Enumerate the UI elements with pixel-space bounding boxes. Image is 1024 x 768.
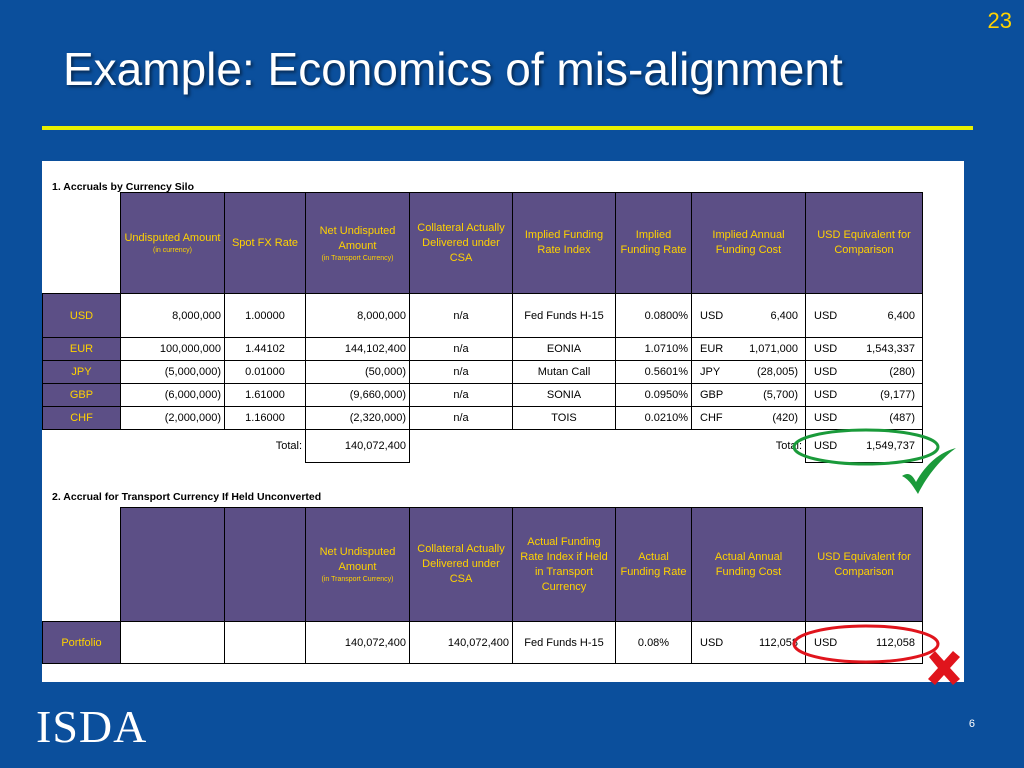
total-label: Total: — [225, 430, 306, 463]
net-undisputed-amount: 140,072,400 — [306, 622, 410, 664]
header-cell: Collateral Actually Delivered under CSA — [410, 193, 513, 294]
funding-rate: 0.0950% — [616, 384, 692, 407]
funding-rate-index: SONIA — [513, 384, 616, 407]
header-cell: Implied Funding Rate — [616, 193, 692, 294]
table-row — [43, 361, 923, 384]
header-cell — [121, 508, 225, 622]
usd-equivalent: USD (280) — [806, 361, 923, 384]
header-cell: Implied Funding Rate Index — [513, 193, 616, 294]
collateral-delivered: n/a — [410, 361, 513, 384]
slide-number: 23 — [987, 8, 1012, 33]
corner-cell — [43, 193, 121, 294]
spot-fx-rate: 1.44102 — [225, 338, 306, 361]
funding-rate-index: Mutan Call — [513, 361, 616, 384]
isda-logo: ISDA — [36, 701, 148, 752]
corner-cell — [43, 508, 121, 622]
funding-rate: 0.5601% — [616, 361, 692, 384]
net-undisputed-amount: 8,000,000 — [306, 294, 410, 338]
net-undisputed-amount: (50,000) — [306, 361, 410, 384]
undisputed-amount: (2,000,000) — [121, 407, 225, 430]
transport-header-row — [43, 508, 923, 622]
header-cell: USD Equivalent for Comparison — [806, 508, 923, 622]
accruals-table — [42, 192, 923, 463]
section2-title: 2. Accrual for Transport Currency If Held Unconverted — [52, 491, 322, 503]
empty-cell — [225, 622, 306, 664]
total-label: Total: — [692, 430, 806, 463]
undisputed-amount: (5,000,000) — [121, 361, 225, 384]
header-cell: USD Equivalent for Comparison — [806, 193, 923, 294]
usd-equivalent: USD (487) — [806, 407, 923, 430]
collateral-delivered: n/a — [410, 384, 513, 407]
header-cell: Net Undisputed Amount (in Transport Currency) — [306, 193, 410, 294]
annual-funding-cost: GBP (5,700) — [692, 384, 806, 407]
funding-rate: 1.0710% — [616, 338, 692, 361]
annual-funding-cost: CHF (420) — [692, 407, 806, 430]
annual-funding-cost: USD 112,058 — [692, 622, 806, 664]
header-cell: Actual Funding Rate Index if Held in Transport Currency — [513, 508, 616, 622]
page-number: 6 — [968, 718, 975, 730]
collateral-delivered: n/a — [410, 294, 513, 338]
net-undisputed-amount: 144,102,400 — [306, 338, 410, 361]
slide-title: Example: Economics of mis-alignment — [63, 43, 843, 95]
content-panel — [42, 161, 964, 682]
accruals-header-row — [43, 193, 923, 294]
header-cell: Implied Annual Funding Cost — [692, 193, 806, 294]
funding-rate: 0.0800% — [616, 294, 692, 338]
currency-label: CHF — [43, 407, 121, 430]
table-row — [43, 384, 923, 407]
currency-label: JPY — [43, 361, 121, 384]
table-row — [43, 338, 923, 361]
currency-label: EUR — [43, 338, 121, 361]
collateral-delivered: 140,072,400 — [410, 622, 513, 664]
undisputed-amount: 100,000,000 — [121, 338, 225, 361]
spot-fx-rate: 1.61000 — [225, 384, 306, 407]
red-cross-icon — [923, 647, 965, 689]
funding-rate-index: EONIA — [513, 338, 616, 361]
table-row — [43, 294, 923, 338]
collateral-delivered: n/a — [410, 338, 513, 361]
spot-fx-rate: 1.16000 — [225, 407, 306, 430]
empty-cell — [121, 622, 225, 664]
collateral-delivered: n/a — [410, 407, 513, 430]
spot-fx-rate: 0.01000 — [225, 361, 306, 384]
annual-funding-cost: EUR 1,071,000 — [692, 338, 806, 361]
header-cell: Collateral Actually Delivered under CSA — [410, 508, 513, 622]
usd-equivalent: USD 1,543,337 — [806, 338, 923, 361]
funding-rate: 0.0210% — [616, 407, 692, 430]
portfolio-label: Portfolio — [43, 622, 121, 664]
currency-label: USD — [43, 294, 121, 338]
header-cell: Spot FX Rate — [225, 193, 306, 294]
net-undisputed-amount: (2,320,000) — [306, 407, 410, 430]
funding-rate-index: Fed Funds H-15 — [513, 294, 616, 338]
section1-title: 1. Accruals by Currency Silo — [52, 181, 195, 193]
annual-funding-cost: USD 6,400 — [692, 294, 806, 338]
usd-equivalent: USD 6,400 — [806, 294, 923, 338]
spot-fx-rate: 1.00000 — [225, 294, 306, 338]
funding-rate-index: Fed Funds H-15 — [513, 622, 616, 664]
red-ellipse-icon — [790, 622, 942, 666]
funding-rate-index: TOIS — [513, 407, 616, 430]
annual-funding-cost: JPY (28,005) — [692, 361, 806, 384]
header-cell: Actual Funding Rate — [616, 508, 692, 622]
total-usd-equivalent: USD 1,549,737 — [806, 430, 923, 463]
undisputed-amount: (6,000,000) — [121, 384, 225, 407]
header-cell: Actual Annual Funding Cost — [692, 508, 806, 622]
undisputed-amount: 8,000,000 — [121, 294, 225, 338]
usd-equivalent: USD (9,177) — [806, 384, 923, 407]
header-cell — [225, 508, 306, 622]
title-rule — [42, 126, 973, 130]
currency-label: GBP — [43, 384, 121, 407]
usd-equivalent: USD 112,058 — [806, 622, 923, 664]
header-cell: Net Undisputed Amount (in Transport Currency) — [306, 508, 410, 622]
total-net-undisputed: 140,072,400 — [306, 430, 410, 463]
funding-rate: 0.08% — [616, 622, 692, 664]
header-cell: Undisputed Amount (in currency) — [121, 193, 225, 294]
net-undisputed-amount: (9,660,000) — [306, 384, 410, 407]
green-check-icon — [898, 446, 960, 498]
